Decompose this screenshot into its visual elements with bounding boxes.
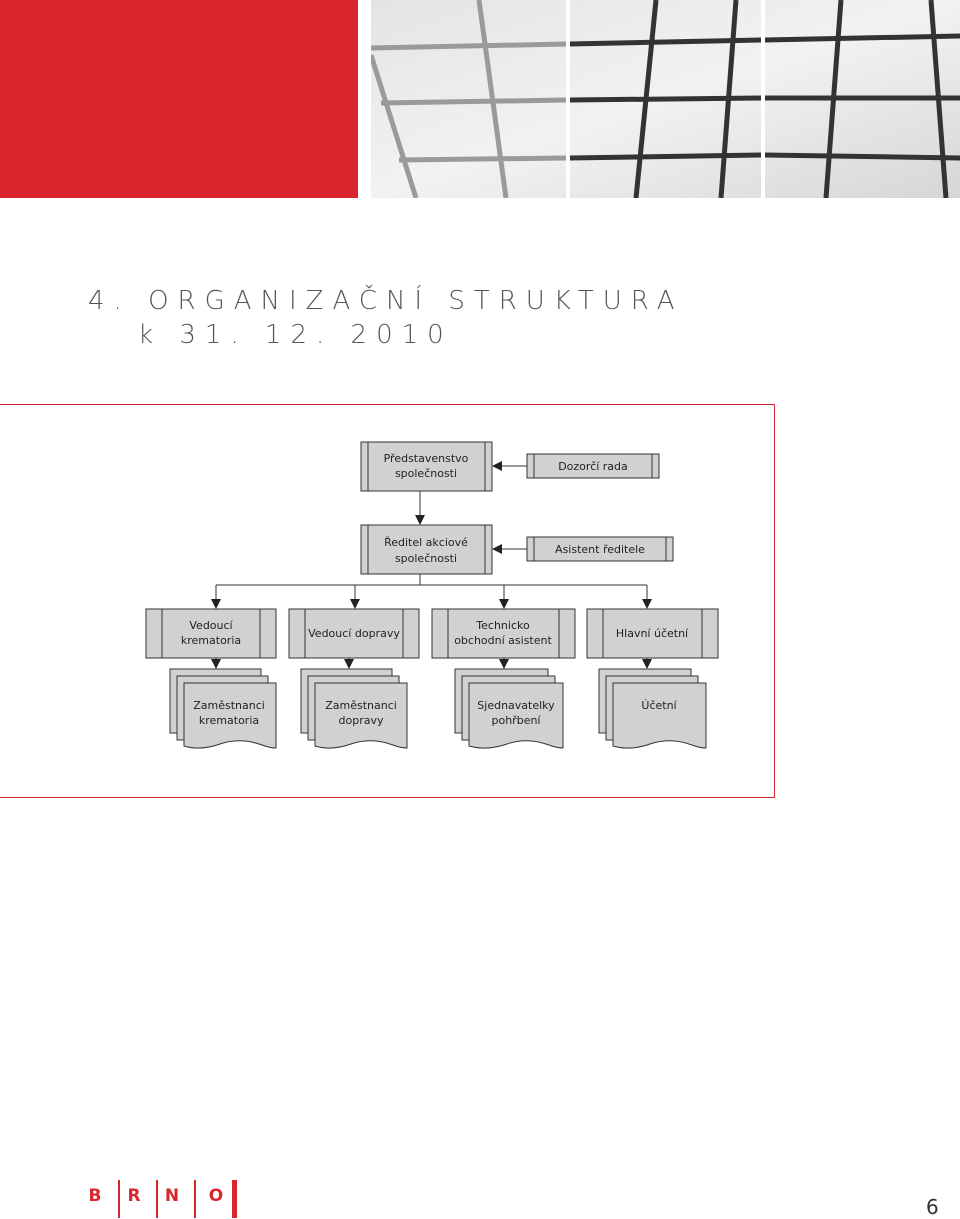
staff-4-line-1: Účetní [641, 699, 677, 712]
director-box [361, 525, 492, 574]
staff-1-line-1: Zaměstnanci [193, 699, 265, 712]
logo-letter-o: O [208, 1186, 224, 1206]
manager-1-line-1: Vedoucí [189, 619, 233, 632]
manager-box-technical [432, 609, 575, 658]
supervisory-box [527, 454, 659, 478]
staff-1-line-2: krematoria [198, 714, 260, 727]
staff-3-line-2: pohřbení [491, 714, 541, 727]
staff-stack-arrangers [455, 669, 563, 748]
assistant-box [527, 537, 673, 561]
logo-letter-n: N [164, 1186, 180, 1206]
manager-box-krematorium [146, 609, 276, 658]
staff-stack-accountants [599, 669, 706, 748]
board-label-line-1: Představenstvo [383, 452, 469, 465]
director-label-line-2: společnosti [394, 552, 458, 565]
title-line-1: 4. ORGANIZAČNÍ STRUKTURA [88, 286, 684, 316]
manager-2-line-1: Vedoucí dopravy [308, 627, 400, 640]
supervisory-label: Dozorčí rada [558, 460, 628, 473]
staff-2-line-2: dopravy [338, 714, 384, 727]
manager-box-accounting [587, 609, 718, 658]
logo-letter-r: R [127, 1186, 141, 1206]
manager-4-line-1: Hlavní účetní [615, 627, 689, 640]
director-label-line-1: Ředitel akciové [384, 536, 468, 549]
title-line-2: k 31. 12. 2010 [138, 320, 453, 350]
assistant-label: Asistent ředitele [555, 543, 645, 556]
manager-box-transport [289, 609, 419, 658]
staff-3-line-1: Sjednavatelky [477, 699, 555, 712]
board-label-line-2: společnosti [394, 467, 458, 480]
staff-2-line-1: Zaměstnanci [325, 699, 397, 712]
manager-3-line-1: Technicko [476, 619, 530, 632]
logo-divider [232, 1180, 237, 1218]
manager-1-line-2: krematoria [180, 634, 242, 647]
board-box [361, 442, 492, 491]
manager-3-line-2: obchodní asistent [454, 634, 552, 647]
page-number: 6 [926, 1195, 939, 1219]
staff-stack-krematorium [170, 669, 276, 748]
logo-divider [194, 1180, 196, 1218]
staff-stack-transport [301, 669, 407, 748]
logo-letter-b: B [88, 1186, 102, 1206]
